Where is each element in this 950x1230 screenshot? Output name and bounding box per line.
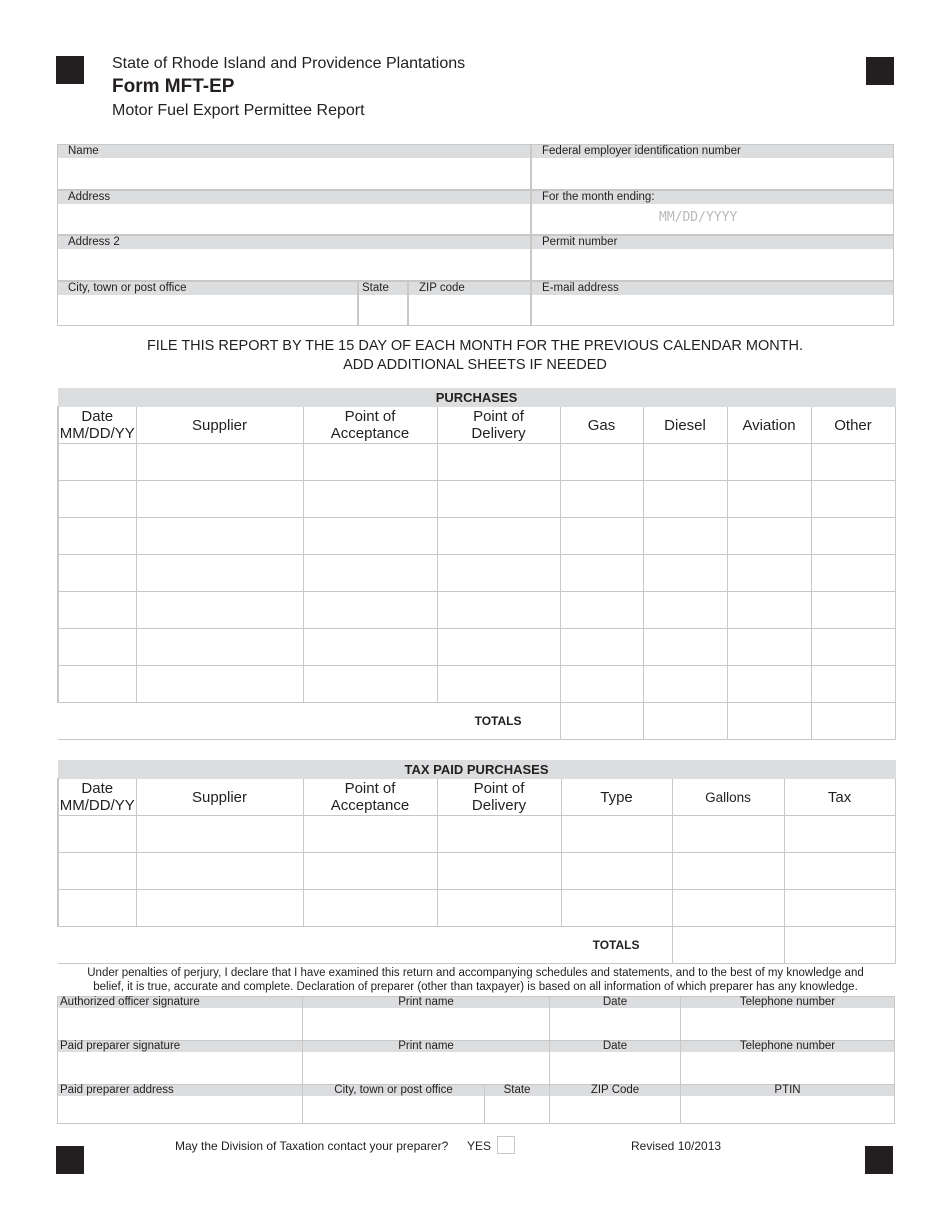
- cell[interactable]: [560, 444, 643, 481]
- preparer-date-field[interactable]: [550, 1041, 681, 1085]
- fein-field[interactable]: [531, 144, 894, 190]
- cell[interactable]: [811, 629, 895, 666]
- email-field[interactable]: [531, 281, 894, 326]
- preparer-date-label: Date: [550, 1041, 680, 1052]
- preparer-zip-label: ZIP Code: [550, 1085, 680, 1096]
- cell[interactable]: [58, 555, 136, 592]
- total-gallons[interactable]: [672, 927, 784, 964]
- cell[interactable]: [303, 853, 437, 890]
- cell[interactable]: [643, 518, 727, 555]
- perjury-line1: Under penalties of perjury, I declare that I have examined this return and accompanying schedules and statements, and to the best of my knowledge and: [87, 967, 864, 979]
- cell[interactable]: [561, 853, 672, 890]
- purchase-row: [58, 592, 895, 629]
- form-title: Form MFT-EP: [112, 76, 235, 97]
- officer-phone-label: Telephone number: [681, 997, 894, 1008]
- tax-paid-title: TAX PAID PURCHASES: [58, 761, 895, 779]
- cell[interactable]: [437, 890, 561, 927]
- col-point-of-acceptance: Point of Acceptance: [303, 779, 437, 816]
- registration-mark-bottom-right: [865, 1146, 893, 1174]
- col-other: Other: [811, 407, 895, 444]
- cell[interactable]: [561, 816, 672, 853]
- registration-mark-top-right: [866, 57, 894, 85]
- cell[interactable]: [672, 890, 784, 927]
- cell[interactable]: [136, 629, 303, 666]
- notice-line1: FILE THIS REPORT BY THE 15 DAY OF EACH MONTH FOR THE PREVIOUS CALENDAR MONTH.: [146, 338, 804, 354]
- cell[interactable]: [58, 481, 136, 518]
- cell[interactable]: [437, 816, 561, 853]
- zip-field[interactable]: [408, 281, 531, 326]
- cell[interactable]: [560, 555, 643, 592]
- cell[interactable]: [136, 666, 303, 703]
- preparer-signature-field[interactable]: [58, 1041, 303, 1085]
- cell[interactable]: [811, 666, 895, 703]
- officer-signature-field[interactable]: [58, 997, 303, 1041]
- cell[interactable]: [58, 666, 136, 703]
- cell[interactable]: [136, 481, 303, 518]
- cell[interactable]: [437, 518, 560, 555]
- col-date: Date MM/DD/YY: [59, 408, 135, 442]
- cell[interactable]: [727, 629, 811, 666]
- cell[interactable]: [784, 816, 895, 853]
- cell[interactable]: [561, 890, 672, 927]
- preparer-city-field[interactable]: [303, 1085, 485, 1124]
- purchase-row: [58, 555, 895, 592]
- col-supplier: Supplier: [136, 407, 303, 444]
- city-label: City, town or post office: [58, 282, 357, 295]
- officer-date-field[interactable]: [550, 997, 681, 1041]
- cell[interactable]: [303, 481, 437, 518]
- preparer-state-label: State: [485, 1085, 549, 1096]
- state-name: State of Rhode Island and Providence Plantations: [112, 55, 466, 72]
- address2-field[interactable]: [57, 235, 531, 281]
- cell[interactable]: [58, 853, 136, 890]
- preparer-phone-label: Telephone number: [681, 1041, 894, 1052]
- cell[interactable]: [303, 666, 437, 703]
- address-label: Address: [58, 191, 530, 204]
- col-diesel: Diesel: [643, 407, 727, 444]
- cell[interactable]: [58, 518, 136, 555]
- col-tax: Tax: [784, 779, 895, 816]
- zip-label: ZIP code: [409, 282, 530, 295]
- fein-label: Federal employer identification number: [532, 145, 893, 158]
- registration-mark-bottom-left: [56, 1146, 84, 1174]
- total-diesel[interactable]: [643, 703, 727, 740]
- permit-number-field[interactable]: [531, 235, 894, 281]
- cell[interactable]: [303, 555, 437, 592]
- cell[interactable]: [643, 555, 727, 592]
- cell[interactable]: [136, 444, 303, 481]
- col-point-of-delivery: Point of Delivery: [437, 407, 560, 444]
- cell[interactable]: [784, 890, 895, 927]
- email-label: E-mail address: [532, 282, 893, 295]
- cell[interactable]: [58, 592, 136, 629]
- officer-print-name-field[interactable]: [303, 997, 550, 1041]
- tax-paid-table: [57, 760, 896, 964]
- cell[interactable]: [811, 592, 895, 629]
- cell[interactable]: [437, 444, 560, 481]
- contact-preparer-yes-checkbox[interactable]: [497, 1136, 515, 1154]
- cell[interactable]: [643, 481, 727, 518]
- preparer-ptin-field[interactable]: [681, 1085, 895, 1124]
- cell[interactable]: [437, 592, 560, 629]
- preparer-phone-field[interactable]: [681, 1041, 895, 1085]
- cell[interactable]: [437, 629, 560, 666]
- purchases-table: [57, 388, 896, 740]
- cell[interactable]: [643, 444, 727, 481]
- cell[interactable]: [437, 853, 561, 890]
- preparer-state-field[interactable]: [485, 1085, 550, 1124]
- yes-label: YES: [467, 1139, 492, 1153]
- col-gallons: Gallons: [672, 779, 784, 816]
- purchase-row: [58, 481, 895, 518]
- cell[interactable]: [136, 518, 303, 555]
- cell[interactable]: [136, 592, 303, 629]
- revised-date: Revised 10/2013: [631, 1139, 722, 1153]
- registration-mark-top-left: [56, 56, 84, 84]
- cell[interactable]: [727, 555, 811, 592]
- cell[interactable]: [58, 816, 136, 853]
- cell[interactable]: [727, 518, 811, 555]
- cell[interactable]: [58, 629, 136, 666]
- cell[interactable]: [727, 481, 811, 518]
- total-gas[interactable]: [560, 703, 643, 740]
- preparer-city-label: City, town or post office: [303, 1085, 484, 1096]
- signature-table: [57, 996, 895, 1124]
- cell[interactable]: [58, 444, 136, 481]
- preparer-print-name-field[interactable]: [303, 1041, 550, 1085]
- cell[interactable]: [727, 592, 811, 629]
- cell[interactable]: [136, 890, 303, 927]
- col-type: Type: [561, 779, 672, 816]
- cell[interactable]: [727, 666, 811, 703]
- purchase-row: [58, 444, 895, 481]
- cell[interactable]: [303, 816, 437, 853]
- purchases-totals-label: TOTALS: [474, 714, 522, 728]
- name-field[interactable]: [57, 144, 531, 190]
- col-supplier: Supplier: [136, 779, 303, 816]
- cell[interactable]: [643, 666, 727, 703]
- col-gas: Gas: [560, 407, 643, 444]
- permit-number-label: Permit number: [532, 236, 893, 249]
- cell[interactable]: [672, 816, 784, 853]
- total-aviation[interactable]: [727, 703, 811, 740]
- tax-paid-totals-label: TOTALS: [592, 938, 640, 952]
- cell[interactable]: [303, 592, 437, 629]
- officer-signature-label: Authorized officer signature: [58, 997, 302, 1008]
- tax-paid-row: [58, 853, 895, 890]
- purchase-row: [58, 629, 895, 666]
- cell[interactable]: [437, 481, 560, 518]
- cell[interactable]: [811, 555, 895, 592]
- month-ending-placeholder: MM/DD/YYYY: [659, 210, 738, 225]
- cell[interactable]: [303, 444, 437, 481]
- cell[interactable]: [437, 666, 560, 703]
- cell[interactable]: [784, 853, 895, 890]
- cell[interactable]: [303, 890, 437, 927]
- cell[interactable]: [303, 629, 437, 666]
- preparer-ptin-label: PTIN: [681, 1085, 894, 1096]
- cell[interactable]: [303, 518, 437, 555]
- month-ending-field[interactable]: [531, 190, 894, 235]
- officer-phone-field[interactable]: [681, 997, 895, 1041]
- preparer-signature-label: Paid preparer signature: [58, 1041, 302, 1052]
- contact-preparer-question: May the Division of Taxation contact your preparer?: [175, 1139, 449, 1153]
- cell[interactable]: [560, 592, 643, 629]
- cell[interactable]: [560, 666, 643, 703]
- officer-print-name-label: Print name: [303, 997, 549, 1008]
- perjury-statement: [57, 966, 894, 994]
- cell[interactable]: [643, 629, 727, 666]
- notice-line2: ADD ADDITIONAL SHEETS IF NEEDED: [343, 357, 607, 373]
- cell[interactable]: [560, 481, 643, 518]
- preparer-address-field[interactable]: [58, 1085, 303, 1124]
- preparer-zip-field[interactable]: [550, 1085, 681, 1124]
- total-tax[interactable]: [784, 927, 895, 964]
- tax-paid-row: [58, 890, 895, 927]
- month-ending-label: For the month ending:: [532, 191, 893, 204]
- preparer-print-name-label: Print name: [303, 1041, 549, 1052]
- cell[interactable]: [560, 518, 643, 555]
- form-subtitle: Motor Fuel Export Permittee Report: [112, 102, 365, 119]
- col-point-of-delivery: Point of Delivery: [437, 779, 561, 816]
- cell[interactable]: [136, 555, 303, 592]
- cell[interactable]: [58, 890, 136, 927]
- total-other[interactable]: [811, 703, 895, 740]
- cell[interactable]: [811, 481, 895, 518]
- perjury-line2: belief, it is true, accurate and complete. Declaration of preparer (other than taxpayer) is based on all information of which preparer has any knowledge.: [93, 981, 858, 993]
- col-point-of-acceptance: Point of Acceptance: [303, 407, 437, 444]
- officer-date-label: Date: [550, 997, 680, 1008]
- cell[interactable]: [811, 444, 895, 481]
- cell[interactable]: [437, 555, 560, 592]
- address-field[interactable]: [57, 190, 531, 235]
- purchase-row: [58, 518, 895, 555]
- cell[interactable]: [136, 853, 303, 890]
- cell[interactable]: [727, 444, 811, 481]
- address2-label: Address 2: [58, 236, 530, 249]
- col-aviation: Aviation: [727, 407, 811, 444]
- cell[interactable]: [560, 629, 643, 666]
- purchases-title: PURCHASES: [58, 389, 895, 407]
- name-label: Name: [58, 145, 530, 158]
- tax-paid-row: [58, 816, 895, 853]
- state-label: State: [359, 282, 407, 295]
- col-date: Date MM/DD/YY: [59, 780, 135, 814]
- state-field[interactable]: [358, 281, 408, 326]
- cell[interactable]: [811, 518, 895, 555]
- preparer-address-label: Paid preparer address: [58, 1085, 302, 1096]
- cell[interactable]: [672, 853, 784, 890]
- city-field[interactable]: [57, 281, 358, 326]
- cell[interactable]: [643, 592, 727, 629]
- purchase-row: [58, 666, 895, 703]
- cell[interactable]: [136, 816, 303, 853]
